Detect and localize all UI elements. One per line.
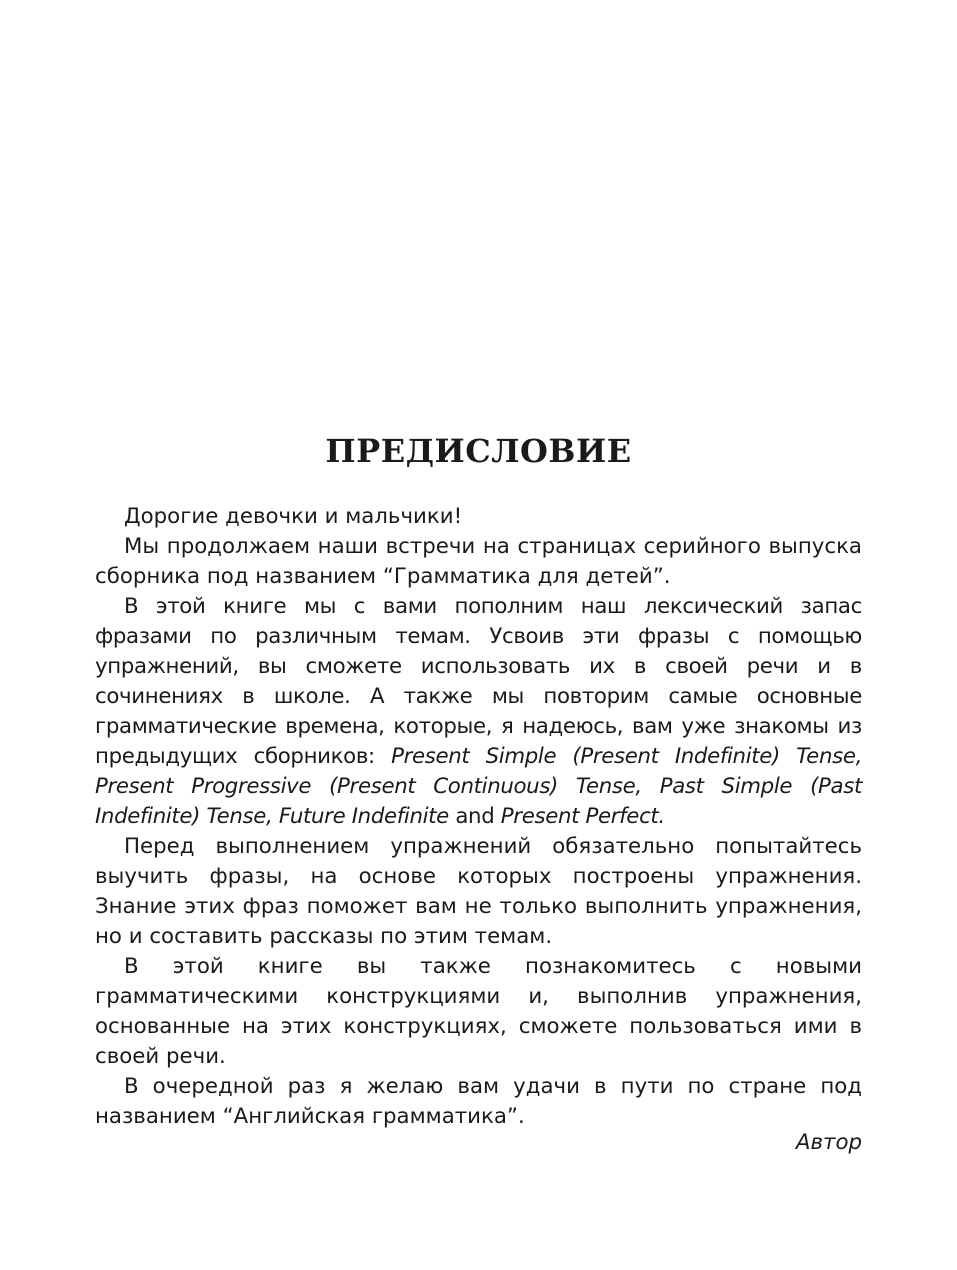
paragraph-4: В этой книге вы также познакомитесь с новыми грамматическими конструкциями и, выполнив упражнения, основанные на этих конструкциях, сможете пользоваться ими в своей речи.: [95, 954, 862, 1069]
connector-word: and: [455, 804, 495, 829]
paragraph-3: Перед выполнением упражнений обязательно попытайтесь выучить фразы, на основе которых построены упражнения. Знание этих фраз поможет вам не только выполнить упражнения, но и составить рассказы по этим темам.: [95, 834, 862, 949]
paragraph-2-text: В этой книге мы с вами пополним наш лексический запас фразами по различным темам. Усвоив эти фразы с помощью упражнений, вы сможете использовать их в своей речи и в сочинениях в школе. А также мы повторим самые основные грамматические времена, которые, я надеюсь, вам уже знакомы из предыдущих сборников:: [95, 594, 862, 769]
paragraph-5: В очередной раз я желаю вам удачи в пути по стране под названием “Английская грамматика”.: [95, 1074, 862, 1129]
last-tense: Present Perfect.: [500, 804, 665, 829]
page: [95, 0, 862, 1270]
paragraph-1: Мы продолжаем наши встречи на страницах серийного выпуска сборника под названием “Грамматика для детей”.: [95, 534, 862, 589]
author-signature: Автор: [795, 1130, 862, 1155]
paragraph-2: [95, 592, 862, 832]
greeting-paragraph: Дорогие девочки и мальчики!: [124, 504, 463, 529]
preface-body: [95, 502, 862, 1132]
page-title: ПРЕДИСЛОВИЕ: [325, 432, 632, 470]
tense-list: Present Simple (Present Indefinite) Tense, Present Progressive (Present Continuous) Tense, Past Simple (Past Indefinite) Tense, Future Indefinite: [95, 744, 863, 829]
